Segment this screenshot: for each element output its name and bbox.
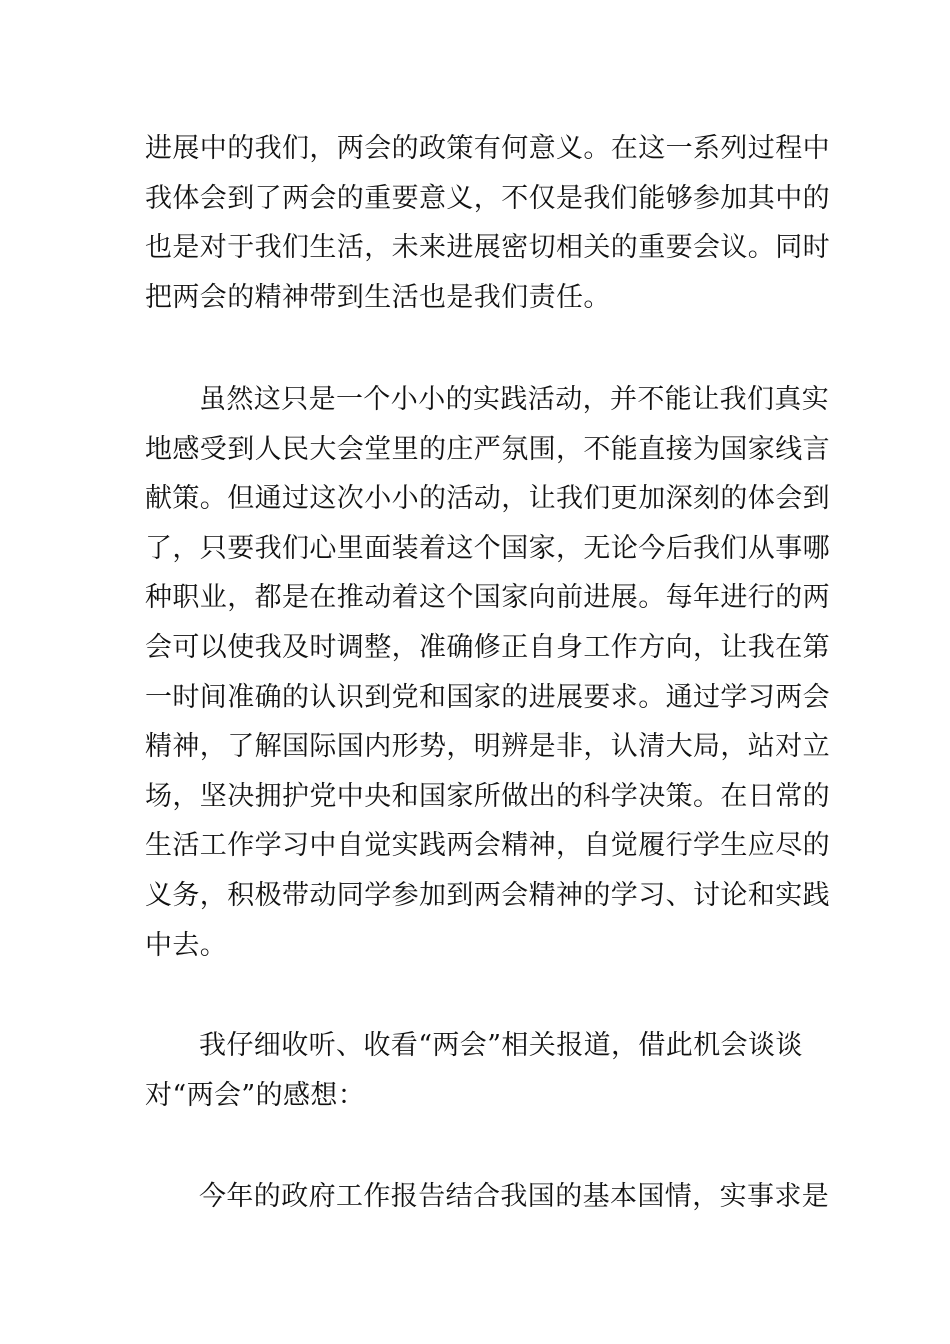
- paragraph-2-line-8: 精神，了解国际国内形势，明辨是非，认清大局，站对立: [145, 731, 830, 763]
- paragraph-4-line-1: 今年的政府工作报告结合我国的基本国情，实事求是: [199, 1181, 830, 1212]
- paragraph-2: [145, 375, 830, 970]
- paragraph-1: [145, 124, 830, 322]
- paragraph-1-line-1: 进展中的我们，两会的政策有何意义。在这一系列过程中: [145, 133, 830, 164]
- paragraph-1-line-2: 我体会到了两会的重要意义，不仅是我们能够参加其中的: [145, 182, 830, 214]
- paragraph-2-line-12: 中去。: [145, 929, 228, 961]
- paragraph-2-line-2: 地感受到人民大会堂里的庄严氛围，不能直接为国家线言: [145, 433, 830, 465]
- paragraph-2-line-7: 一时间准确的认识到党和国家的进展要求。通过学习两会: [145, 681, 830, 713]
- paragraph-2-line-11: 义务，积极带动同学参加到两会精神的学习、讨论和实践: [145, 879, 830, 911]
- paragraph-4: [145, 1172, 830, 1222]
- paragraph-3-line-1: 我仔细收听、收看“两会”相关报道，借此机会谈谈: [199, 1030, 803, 1061]
- paragraph-2-line-6: 会可以使我及时调整，准确修正自身工作方向，让我在第: [145, 631, 830, 663]
- paragraph-1-line-3: 也是对于我们生活，未来进展密切相关的重要会议。同时: [145, 232, 830, 264]
- paragraph-2-line-4: 了，只要我们心里面装着这个国家，无论今后我们从事哪: [145, 532, 830, 564]
- paragraph-2-line-1: 虽然这只是一个小小的实践活动，并不能让我们真实: [199, 384, 830, 415]
- paragraph-2-line-5: 种职业，都是在推动着这个国家向前进展。每年进行的两: [145, 582, 830, 614]
- paragraph-2-line-10: 生活工作学习中自觉实践两会精神，自觉履行学生应尽的: [145, 830, 830, 862]
- paragraph-3: [145, 1021, 807, 1120]
- paragraph-3-line-2: 对“两会”的感想：: [145, 1079, 366, 1111]
- paragraph-2-line-9: 场，坚决拥护党中央和国家所做出的科学决策。在日常的: [145, 780, 830, 812]
- paragraph-2-line-3: 献策。但通过这次小小的活动，让我们更加深刻的体会到: [145, 483, 830, 515]
- paragraph-1-line-4: 把两会的精神带到生活也是我们责任。: [145, 281, 611, 313]
